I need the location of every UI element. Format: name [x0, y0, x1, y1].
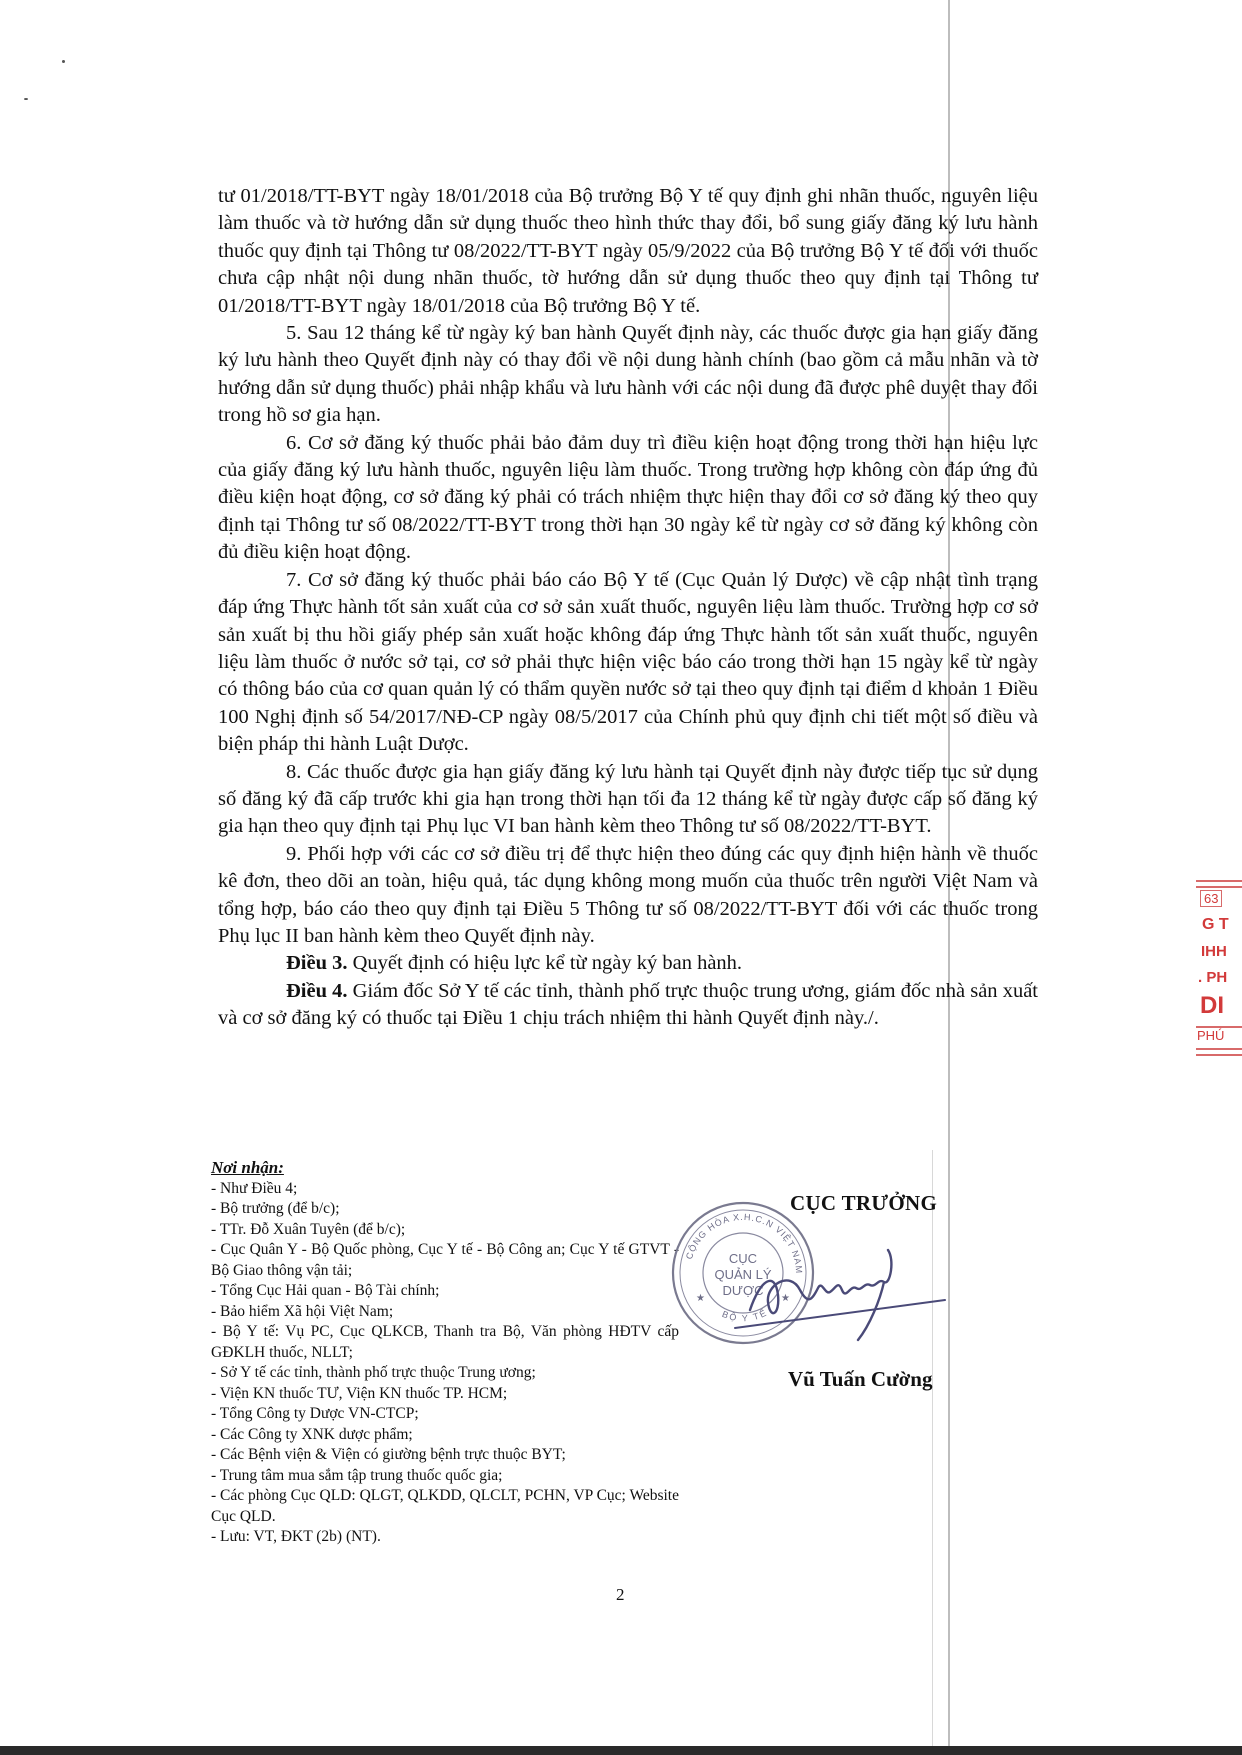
- seal-star-icon: ★: [781, 1293, 790, 1304]
- clause-8: 8. Các thuốc được gia hạn giấy đăng ký lưu hành tại Quyết định này được tiếp tục sử dụng số đăng ký đã cấp trước khi gia hạn trong thời hạn tối đa 12 tháng kể từ ngày được cấp số đăng ký gia hạn theo quy định tại Phụ lục VI ban hành kèm theo Thông tư số 08/2022/TT-BYT.: [218, 760, 1038, 838]
- recipient-item: - Cục Quân Y - Bộ Quốc phòng, Cục Y tế - Bộ Công an; Cục Y tế GTVT - Bộ Giao thông vận tải;: [211, 1241, 679, 1279]
- recipient-item: - Viện KN thuốc TƯ, Viện KN thuốc TP. HCM;: [211, 1384, 508, 1402]
- seal-star-icon: ★: [696, 1293, 705, 1304]
- article-3: [218, 950, 1038, 977]
- recipients-title: Nơi nhận:: [211, 1158, 284, 1177]
- recipient-item: - Tổng Cục Hải quan - Bộ Tài chính;: [211, 1282, 440, 1299]
- decision-body: [218, 183, 1038, 1033]
- handwritten-signature: [730, 1240, 950, 1350]
- seal-line-1: CỤC: [728, 1251, 758, 1266]
- article-4-text: Giám đốc Sở Y tế các tỉnh, thành phố trực thuộc trung ương, giám đốc nhà sản xuất và cơ sở đăng ký có thuốc tại Điều 1 chịu trách nhiệm thi hành Quyết định này./.: [218, 979, 1038, 1030]
- edge-stamp-border: [1196, 886, 1242, 888]
- recipient-item: - Bộ trưởng (để b/c);: [211, 1200, 340, 1217]
- article-3-label: Điều 3.: [286, 952, 348, 975]
- clause-6: 6. Cơ sở đăng ký thuốc phải bảo đảm duy trì điều kiện hoạt động trong thời hạn hiệu lực của giấy đăng ký lưu hành thuốc, nguyên liệu làm thuốc. Trong trường hợp không còn đáp ứng đủ điều kiện hoạt động, cơ sở đăng ký phải có trách nhiệm thực hiện thay đổi cơ sở đăng ký theo quy định tại Thông tư số 08/2022/TT-BYT trong thời hạn 30 ngày kể từ ngày cơ sở đăng ký không còn đủ điều kiện hoạt động.: [218, 431, 1038, 564]
- seal-line-3: DƯỢC: [722, 1283, 764, 1298]
- recipient-item: - Lưu: VT, ĐKT (2b) (NT).: [211, 1528, 381, 1545]
- scan-speck: [24, 98, 28, 100]
- edge-stamp-text: 63: [1200, 890, 1222, 907]
- recipient-item: - Như Điều 4;: [211, 1179, 298, 1197]
- paragraph-continuation: tư 01/2018/TT-BYT ngày 18/01/2018 của Bộ trưởng Bộ Y tế quy định ghi nhãn thuốc, nguyên liệu làm thuốc và tờ hướng dẫn sử dụng thuốc theo hình thức thay đổi, bổ sung giấy đăng ký lưu hành thuốc quy định tại Thông tư 08/2022/TT-BYT ngày 05/9/2022 của Bộ trưởng Bộ Y tế đối với thuốc chưa cập nhật nội dung nhãn thuốc, tờ hướng dẫn sử dụng thuốc theo quy định tại Thông tư 01/2018/TT-BYT ngày 18/01/2018 của Bộ trưởng Bộ Y tế.: [218, 185, 1038, 317]
- edge-stamp-text: DI: [1200, 992, 1224, 1019]
- scan-speck: [62, 60, 65, 63]
- edge-stamp-border: [1196, 880, 1242, 882]
- recipient-item: - Bảo hiểm Xã hội Việt Nam;: [211, 1302, 394, 1320]
- recipient-item: - Các Bệnh viện & Viện có giường bệnh trực thuộc BYT;: [211, 1446, 566, 1463]
- recipients-block: [211, 1158, 679, 1548]
- edge-stamp-border: [1196, 1054, 1242, 1056]
- edge-stamp-text: G T: [1202, 916, 1229, 933]
- edge-stamp-text: . PH: [1198, 969, 1228, 986]
- recipient-item: - Các phòng Cục QLD: QLGT, QLKDD, QLCLT, PCHN, VP Cục; Website Cục QLD.: [211, 1487, 679, 1525]
- recipient-item: - Các Công ty XNK dược phẩm;: [211, 1425, 413, 1443]
- recipient-item: - Bộ Y tế: Vụ PC, Cục QLKCB, Thanh tra Bộ, Văn phòng HĐTV cấp GĐKLH thuốc, NLLT;: [211, 1323, 679, 1361]
- clause-7: 7. Cơ sở đăng ký thuốc phải báo cáo Bộ Y tế (Cục Quản lý Dược) về cập nhật tình trạng đáp ứng Thực hành tốt sản xuất của cơ sở sản xuất thuốc, nguyên liệu làm thuốc. Trường hợp cơ sở sản xuất bị thu hồi giấy phép sản xuất hoặc không đáp ứng Thực hành tốt sản xuất thuốc, nguyên liệu làm thuốc ở nước sở tại, cơ sở phải thực hiện việc báo cáo trong thời hạn 15 ngày kể từ ngày có thông báo của cơ quan quản lý có thẩm quyền nước sở tại theo quy định tại điểm d khoản 1 Điều 100 Nghị định số 54/2017/NĐ-CP ngày 08/5/2017 của Chính phủ quy định chi tiết một số điều và biện pháp thi hành Luật Dược.: [218, 568, 1038, 756]
- recipient-item: - Trung tâm mua sắm tập trung thuốc quốc gia;: [211, 1466, 503, 1484]
- seal-line-2: QUẢN LÝ: [714, 1267, 772, 1282]
- scan-bottom-edge: [0, 1746, 1242, 1755]
- page-number: 2: [616, 1585, 625, 1604]
- signer-title: CỤC TRƯỞNG: [790, 1191, 938, 1215]
- clause-5: 5. Sau 12 tháng kể từ ngày ký ban hành Quyết định này, các thuốc được gia hạn giấy đăng ký lưu hành theo Quyết định này có thay đổi về nội dung hành chính (bao gồm cả mẫu nhãn và tờ hướng dẫn sử dụng thuốc) phải nhập khẩu và lưu hành với các nội dung đã được phê duyệt thay đổi trong hồ sơ gia hạn.: [218, 322, 1038, 427]
- edge-stamp-text: PHÚ: [1197, 1028, 1225, 1043]
- article-4: [218, 978, 1038, 1033]
- article-4-label: Điều 4.: [286, 979, 348, 1002]
- recipient-item: - TTr. Đỗ Xuân Tuyên (để b/c);: [211, 1220, 406, 1238]
- edge-stamp-border: [1196, 1026, 1242, 1028]
- edge-stamp-border: [1196, 1048, 1242, 1050]
- edge-stamp-text: IHH: [1201, 943, 1227, 960]
- seal-ring-top: CỘNG HÒA X.H.C.N VIỆT NAM: [683, 1211, 805, 1275]
- article-3-text: Quyết định có hiệu lực kể từ ngày ký ban hành.: [347, 952, 743, 975]
- signer-name: Vũ Tuấn Cường: [788, 1367, 933, 1391]
- edge-stamp-fragment: [1196, 876, 1242, 1076]
- seal-ring-bottom: BỘ Y TẾ: [720, 1307, 770, 1324]
- recipient-item: - Sở Y tế các tỉnh, thành phố trực thuộc Trung ương;: [211, 1364, 536, 1381]
- recipient-item: - Tổng Công ty Dược VN-CTCP;: [211, 1405, 419, 1422]
- clause-9: 9. Phối hợp với các cơ sở điều trị để thực hiện theo đúng các quy định hiện hành về thuốc kê đơn, theo dõi an toàn, hiệu quả, tác dụng không mong muốn của thuốc trên người Việt Nam và tổng hợp, báo cáo theo quy định tại Điều 5 Thông tư số 08/2022/TT-BYT đối với các thuốc trong Phụ lục II ban hành kèm theo Quyết định này.: [218, 842, 1038, 947]
